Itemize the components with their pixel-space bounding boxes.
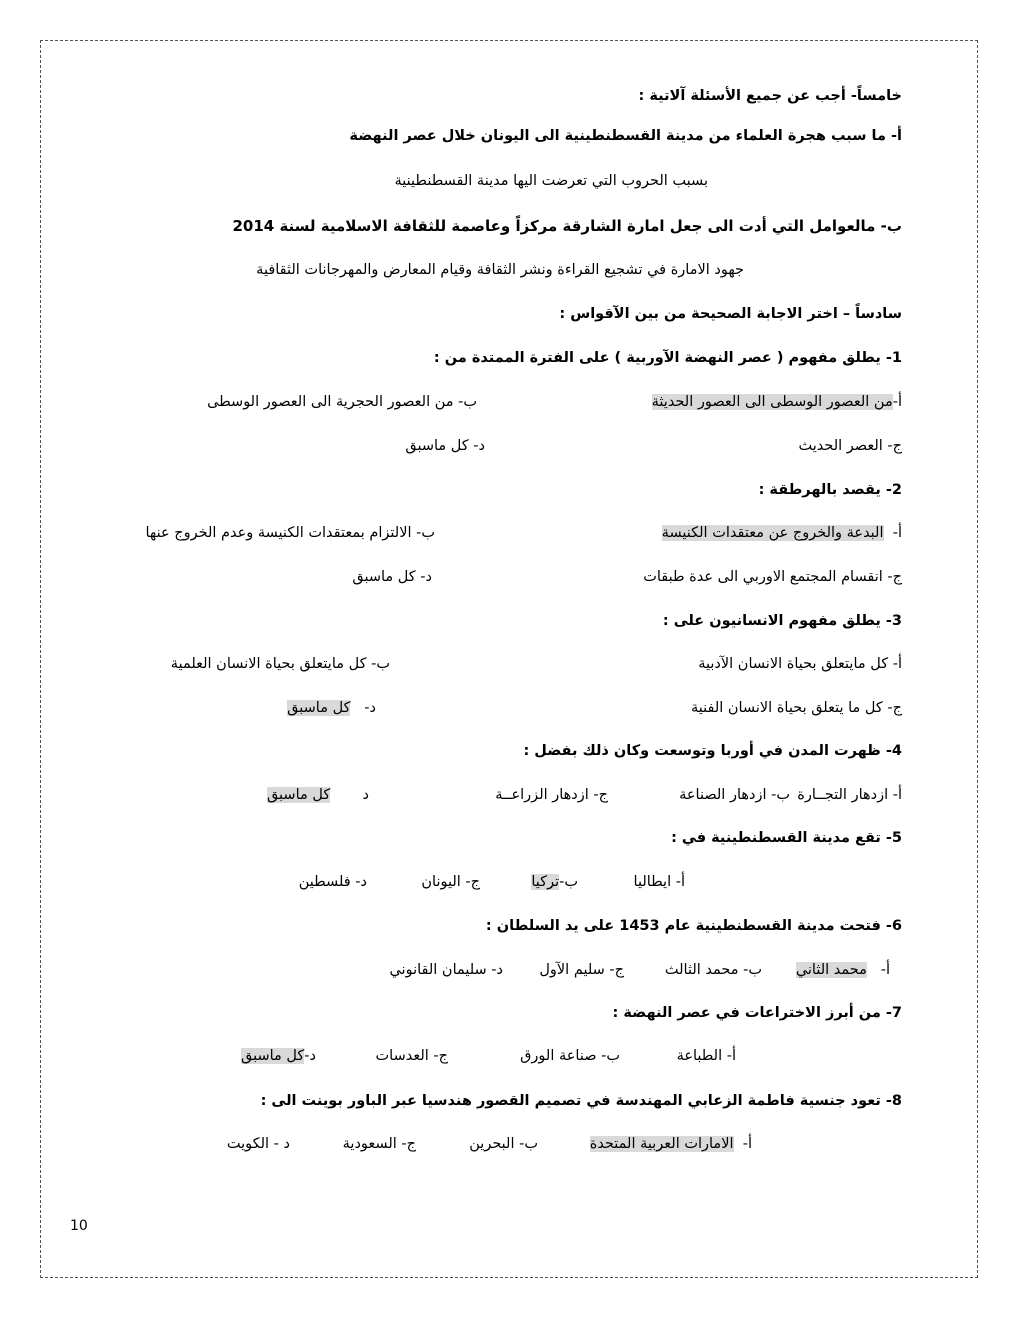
q7-option-c: ج- العدسات <box>375 1048 448 1064</box>
q2-option-d: د- كل ماسبق <box>352 569 432 585</box>
q5-question: 5- تقع مدينة القسطنطينية في : <box>671 830 902 846</box>
q2-option-b: ب- الالتزام بمعتقدات الكنيسة وعدم الخروج عنها <box>145 525 435 541</box>
q5-option-b-text: تركيا <box>531 874 560 890</box>
page-number: 10 <box>70 1218 88 1234</box>
q4-option-d-text: كل ماسبق <box>266 787 331 803</box>
q5-option-b <box>531 871 578 893</box>
q3-option-a: أ- كل مايتعلق بحياة الانسان الآدبية <box>698 656 902 672</box>
q3-option-d-prefix: د- <box>364 700 376 716</box>
q8-option-d: د - الكويت <box>226 1136 290 1152</box>
q3-option-c: ج- كل ما يتعلق بحياة الانسان الفنية <box>690 700 902 716</box>
q8-option-c: ج- السعودية <box>342 1136 416 1152</box>
q3-option-d <box>287 697 376 719</box>
q6-option-c: ج- سليم الآول <box>539 962 624 978</box>
q4-option-b: ب- ازدهار الصناعة <box>679 787 790 803</box>
q2-question: 2- يقصد بالهرطقة : <box>758 482 902 498</box>
q4-question: 4- ظهرت المدن في أوربا وتوسعت وكان ذلك بفضل : <box>523 743 902 759</box>
section6-title: سادساً – اختر الاجابة الصحيحة من بين الآقواس : <box>559 306 902 322</box>
q3-option-d-text: كل ماسبق <box>287 700 351 716</box>
q5-option-b-prefix: ب- <box>559 874 578 890</box>
q6-option-b: ب- محمد الثالث <box>664 962 762 978</box>
q6-option-a-prefix: أ- <box>880 962 890 978</box>
q7-option-b: ب- صناعة الورق <box>520 1048 620 1064</box>
q5-option-c: ج- اليونان <box>421 874 480 890</box>
q2-option-a-prefix: أ- <box>892 525 902 541</box>
q7-option-a: أ- الطباعة <box>676 1048 736 1064</box>
q3-option-b: ب- كل مايتعلق بحياة الانسان العلمية <box>170 656 390 672</box>
q7-question: 7- من أبرز الاختراعات في عصر النهضة : <box>612 1005 902 1021</box>
q1-option-d: د- كل ماسبق <box>405 438 485 454</box>
q8-option-a <box>590 1133 752 1155</box>
q4-option-a: أ- ازدهار التجــارة <box>797 787 902 803</box>
q4-option-c: ج- ازدهار الزراعــة <box>495 787 608 803</box>
q1-option-a <box>652 391 902 413</box>
q7-option-d-prefix: د- <box>304 1048 316 1064</box>
q1-option-a-prefix: أ- <box>892 394 902 410</box>
q5-option-d: د- فلسطين <box>298 874 367 890</box>
q4-option-d-prefix: د <box>362 787 369 803</box>
q2-option-a-text: البدعة والخروج عن معتقدات الكنيسة <box>661 525 884 541</box>
q2-option-a <box>662 522 902 544</box>
answer-a: بسبب الحروب التي تعرضت اليها مدينة القسطنطينية <box>394 173 708 189</box>
q8-option-a-text: الامارات العربية المتحدة <box>589 1136 734 1152</box>
q2-option-c: ج- انقسام المجتمع الاوربي الى عدة طبقات <box>643 569 902 585</box>
q8-option-a-prefix: أ- <box>742 1136 752 1152</box>
q3-question: 3- يطلق مفهوم الانسانيون على : <box>662 613 902 629</box>
question-a: أ- ما سبب هجرة العلماء من مدينة القسطنطينية الى اليونان خلال عصر النهضة <box>349 128 902 144</box>
q7-option-d-text: كل ماسبق <box>241 1048 305 1064</box>
q1-option-b: ب- من العصور الحجرية الى العصور الوسطى <box>207 394 477 410</box>
q8-question: 8- تعود جنسية فاطمة الزعابي المهندسة في تصميم القصور هندسيا عبر الباور بوينت الى : <box>260 1093 902 1109</box>
section5-title: خامساً- أجب عن جميع الأسئلة آلاتية : <box>638 88 902 104</box>
q5-option-a: أ- ايطاليا <box>633 874 685 890</box>
q6-option-a <box>796 959 890 981</box>
answer-b: جهود الامارة في تشجيع القراءة ونشر الثقافة وقيام المعارض والمهرجانات الثقافية <box>256 262 744 278</box>
q6-question: 6- فتحت مدينة القسطنطينية عام 1453 على يد السلطان : <box>485 918 902 934</box>
q1-question: 1- يطلق مفهوم ( عصر النهضة الآوربية ) على الفترة الممتدة من : <box>433 350 902 366</box>
q1-option-a-text: من العصور الوسطى الى العصور الحديثة <box>651 394 893 410</box>
question-b: ب- مالعوامل التي أدت الى جعل امارة الشارقة مركزاً وعاصمة للثقافة الاسلامية لسنة 2014 <box>232 217 902 235</box>
q7-option-d <box>241 1045 316 1067</box>
q8-option-b: ب- البحرين <box>469 1136 538 1152</box>
q4-option-d <box>267 784 369 806</box>
q6-option-a-text: محمد الثاني <box>795 962 867 978</box>
q1-option-c: ج- العصر الحديث <box>798 438 902 454</box>
q6-option-d: د- سليمان القانوني <box>389 962 503 978</box>
